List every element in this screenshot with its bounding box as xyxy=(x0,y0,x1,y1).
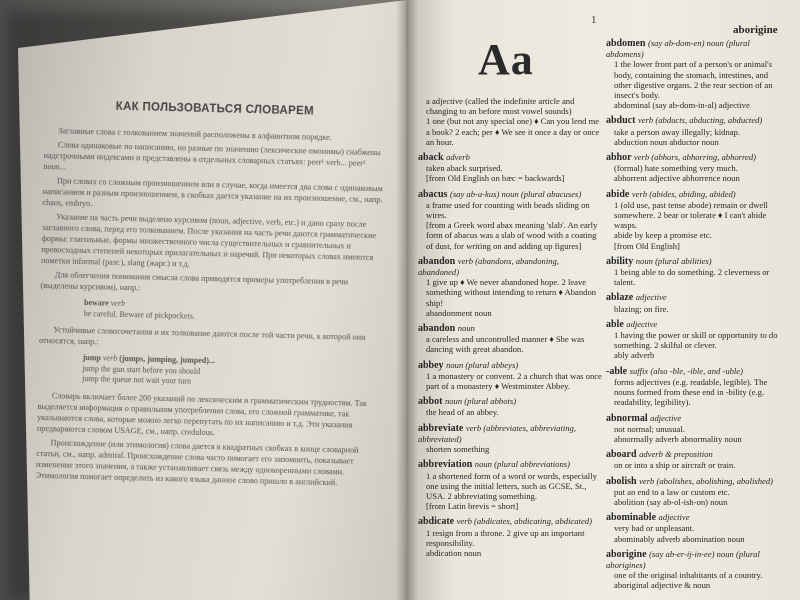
book-gutter xyxy=(396,0,418,600)
left-example-beware xyxy=(84,298,380,326)
entry-definition: ably adverb xyxy=(614,350,655,361)
entry-definition: [from Old English on bæc = backwards] xyxy=(426,173,565,184)
entry-part-of-speech: adjective xyxy=(650,412,682,423)
entry-part-of-speech: verb (abolishes, abolishing, abolished) xyxy=(639,475,773,486)
dictionary-entry xyxy=(606,152,782,184)
entry-headword: abbot xyxy=(418,396,445,408)
entry-definition: [from Old English] xyxy=(614,240,680,251)
entry-headword: aboard xyxy=(606,449,640,461)
entry-part-of-speech: verb (abbreviates, abbreviating, abbreviated) xyxy=(418,422,576,444)
page-number: 1 xyxy=(591,14,597,26)
entry-definition: [from Latin brevis = short] xyxy=(426,501,519,512)
entry-definition: abandonment noun xyxy=(426,307,492,318)
dictionary-column-1 xyxy=(418,96,602,563)
entry-headword: abbreviate xyxy=(418,422,466,434)
left-page-title: КАК ПОЛЬЗОВАТЬСЯ СЛОВАРЕМ xyxy=(115,100,315,118)
entry-definition: 1 the lower front part of a person's or animal's body, containing the stomach, intestines, and other digestive organs. 2 the rear section of an insect's body. xyxy=(614,59,773,101)
left-paragraph: Словарь включает более 200 указаний по лексическим и грамматическим трудностям. Так выделяется информация о правильном употреблении слова, его сложной грамматике, так указываются слова, которые можно легко перепутать по их написанию и т.д. Эти указания предваряются словом USAGE, см., напр. credulous. xyxy=(36,390,368,437)
entry-headword: aback xyxy=(418,152,447,164)
entry-definition: 1 being able to do something. 2 cleverness or talent. xyxy=(614,267,770,288)
entry-definition: the head of an abbey. xyxy=(426,407,499,418)
example-phrase: jump the queue not wait your turn xyxy=(82,373,192,386)
entry-part-of-speech: noun (plural abbots) xyxy=(444,396,517,407)
entry-part-of-speech: verb (abandons, abandoning, abandoned) xyxy=(418,255,559,278)
entry-definition: abhorrent adjective abhorrence noun xyxy=(614,173,740,184)
example-pos: verb xyxy=(110,298,126,309)
entry-definition: put an end to a law or custom etc. xyxy=(614,486,730,497)
example-forms: (jumps, jumping, jumped)... xyxy=(119,353,216,366)
entry-definition: forms adjectives (e.g. readable, legible). The nouns formed from these end in -bility (e.g. readability, legibility). xyxy=(614,376,768,408)
entry-definition: a adjective (called the indefinite article and changing to an before most vowel sounds) xyxy=(426,96,575,117)
entry-definition: blazing; on fire. xyxy=(614,303,669,314)
entry-part-of-speech: suffix (also -ble, -ible, and -uble) xyxy=(629,365,743,376)
entry-part-of-speech: noun (plural abbreviations) xyxy=(474,459,570,470)
entry-headword: ablaze xyxy=(606,292,636,304)
dictionary-entry xyxy=(418,323,602,355)
entry-definition: not normal; unusual. xyxy=(614,423,685,434)
example-headword: beware xyxy=(83,298,109,308)
entry-part-of-speech: adjective xyxy=(635,292,667,303)
entry-headword: able xyxy=(606,318,627,330)
entry-headword: abduct xyxy=(606,115,638,127)
entry-definition: abide by keep a promise etc. xyxy=(614,230,712,241)
entry-part-of-speech: noun (plural abbeys) xyxy=(446,359,519,370)
entry-definition: abominably adverb abomination noun xyxy=(614,533,745,544)
entry-definition: take a person away illegally; kidnap. xyxy=(614,126,740,137)
dictionary-entry xyxy=(606,512,782,544)
entry-headword: aborigine xyxy=(606,548,650,560)
entry-definition: on or into a ship or aircraft or train. xyxy=(614,460,736,471)
dictionary-entry xyxy=(418,516,602,558)
left-paragraph: При словах со сложным произношением или в случае, когда имеется два слова с одинаковым написанием и разным произношением, в скобках дается указание на их произношение, см., напр. chaos, embryo. xyxy=(42,176,383,209)
entry-headword: abolish xyxy=(606,475,640,487)
dictionary-entry xyxy=(418,256,602,318)
left-page-content xyxy=(36,100,385,492)
entry-definition: 1 resign from a throne. 2 give up an important responsibility. xyxy=(426,527,585,548)
entry-headword: abdicate xyxy=(418,516,457,528)
entry-definition: 1 a shortened form of a word or words, especially one using the initial letters, such as GCSE, St., USA. 2 abbreviating something. xyxy=(426,470,597,501)
dictionary-column-2 xyxy=(606,38,782,596)
example-pos: verb xyxy=(102,353,118,363)
entry-part-of-speech: (say ab-dom-en) noun (plural abdomens) xyxy=(606,38,750,60)
dictionary-entry xyxy=(418,396,602,417)
entry-part-of-speech: adverb xyxy=(446,152,470,163)
dictionary-entry xyxy=(606,476,782,508)
dictionary-entry xyxy=(606,115,782,147)
left-paragraph: Указание на часть речи выделено курсивом (noun, adjective, verb, etc.) и дано сразу после заглавного слова, перед его толкованием. После указания на часть речи даются грамматические формы: глагольные, формы множественного числа существительных и сравнительных и превосходных степеней некоторых прилагательных и наречий. При некоторых словах имеются пометки informal (разг.), slang (жарг.) и т.д. xyxy=(40,212,377,269)
entry-definition: aboriginal adjective & noun xyxy=(614,580,711,591)
dictionary-entry xyxy=(606,256,782,288)
running-head: aborigine xyxy=(733,24,778,36)
entry-definition: one of the original inhabitants of a country. xyxy=(614,570,763,581)
entry-headword: abandon xyxy=(418,255,458,267)
entry-definition: (formal) hate something very much. xyxy=(614,163,738,174)
entry-headword: -able xyxy=(606,365,630,377)
entry-definition: abolition (say ab-ol-ish-on) noun xyxy=(614,496,728,507)
dictionary-entry xyxy=(418,459,602,511)
entry-definition: 1 (old use, past tense abode) remain or dwell somewhere. 2 bear or tolerate ♦ I can't abide wasps. xyxy=(614,199,768,231)
dictionary-entry xyxy=(606,366,782,408)
entry-definition: shorten something xyxy=(426,444,490,455)
left-paragraph: Происхождение (или этимология) слова дается в квадратных скобках в конце словарной статьи, см., напр. admiral. Происхождение слова часто помогает его запомнить, показывает изменение этого значения, а также устанавливает связь между однокоренными словами. Этимология помогает определить из какого языка данное слово пришло в английский. xyxy=(35,437,359,487)
example-phrase: jump the gun start before you should xyxy=(82,363,201,376)
entry-definition: abnormally adverb abnormality noun xyxy=(614,433,742,444)
entry-part-of-speech: noun (plural abilities) xyxy=(635,255,712,266)
entry-part-of-speech: verb (abhors, abhorring, abhorred) xyxy=(633,152,757,163)
example-headword: jump xyxy=(82,352,102,363)
left-paragraph: Заглавные слова с толкованием значений расположены в алфавитном порядке. xyxy=(58,126,332,143)
entry-part-of-speech: adjective xyxy=(626,318,658,329)
entry-part-of-speech: verb (abdicates, abdicating, abdicated) xyxy=(456,516,592,527)
entry-definition: 1 give up ♦ We never abandoned hope. 2 leave something without intending to return ♦ Abandon ship! xyxy=(426,277,597,308)
entry-headword: abacus xyxy=(418,188,450,200)
entry-definition: 1 one (but not any special one) ♦ Can you lend me a book? 2 each; per ♦ We see it once a day or once an hour. xyxy=(426,116,600,147)
entry-part-of-speech: adverb & preposition xyxy=(639,449,713,460)
dictionary-entry xyxy=(606,292,782,313)
entry-headword: abbey xyxy=(418,359,447,371)
entry-definition: abdominal (say ab-dom-in-al) adjective xyxy=(614,100,750,111)
dictionary-entry xyxy=(606,38,782,110)
dictionary-entry xyxy=(606,319,782,361)
entry-headword: abbreviation xyxy=(418,459,475,471)
left-example-jump xyxy=(82,353,379,392)
entry-headword: abominable xyxy=(606,512,659,524)
dictionary-entry xyxy=(418,152,602,184)
entry-definition: 1 having the power or skill or opportunity to do something. 2 skilful or clever. xyxy=(614,330,778,351)
left-paragraph: Устойчивые словосочетания и их толкование даются после той части речи, к которой они относятся, напр.: xyxy=(39,325,366,347)
entry-definition: a frame used for counting with beads sliding on wires. xyxy=(426,199,590,221)
entry-headword: abandon xyxy=(418,323,458,335)
entry-part-of-speech: (say ab-er-ij-in-ee) noun (plural aborigines) xyxy=(606,548,760,570)
left-paragraph: Для облегчения понимания смысла слова приводятся примеры употребления в речи (выделены курсивом), напр.: xyxy=(40,270,349,293)
entry-definition: [from a Greek word abax meaning 'slab'. An early form of abacus was a slab of wood with a coating of dust, for writing on and adding up figures] xyxy=(426,220,598,251)
dictionary-entry xyxy=(418,423,602,455)
entry-headword: abhor xyxy=(606,152,634,164)
entry-part-of-speech: (say ab-a-kus) noun (plural abacuses) xyxy=(449,188,582,199)
entry-definition: a careless and uncontrolled manner ♦ She was dancing with great abandon. xyxy=(426,334,585,355)
entry-part-of-speech: verb (abducts, abducting, abducted) xyxy=(637,115,763,126)
entry-definition: abdication noun xyxy=(426,547,482,558)
dictionary-entry xyxy=(606,413,782,445)
entry-headword: abide xyxy=(606,188,632,200)
entry-definition: abduction noun abductor noun xyxy=(614,136,719,147)
dictionary-entry xyxy=(606,549,782,591)
dictionary-entry xyxy=(606,449,782,470)
dictionary-entry xyxy=(418,189,602,251)
entry-definition: taken aback surprised. xyxy=(426,163,503,174)
example-text: be careful. Beware of pickpockets. xyxy=(83,308,195,321)
left-paragraph: Слова одинаковые по написанию, но разные по значению (лексические омонимы) снабжены надстрочными индексами и представлены в отдельных словарных статьях: peer¹ verb... peer² noun... xyxy=(43,140,381,172)
entry-part-of-speech: noun xyxy=(457,323,475,334)
entry-part-of-speech: adjective xyxy=(658,512,690,523)
section-letter: Aa xyxy=(478,35,534,84)
entry-definition: very bad or unpleasant. xyxy=(614,523,695,534)
entry-headword: abnormal xyxy=(606,412,651,424)
dictionary-entry xyxy=(418,360,602,392)
entry-headword: abdomen xyxy=(606,38,648,49)
entry-part-of-speech: verb (abides, abiding, abided) xyxy=(631,188,736,199)
entry-headword: ability xyxy=(606,255,636,267)
dictionary-entry xyxy=(606,189,782,251)
entry-definition: 1 a monastery or convent. 2 a church that was once part of a monastery ♦ Westminster Abbey. xyxy=(426,370,602,392)
dictionary-entry xyxy=(418,96,602,147)
